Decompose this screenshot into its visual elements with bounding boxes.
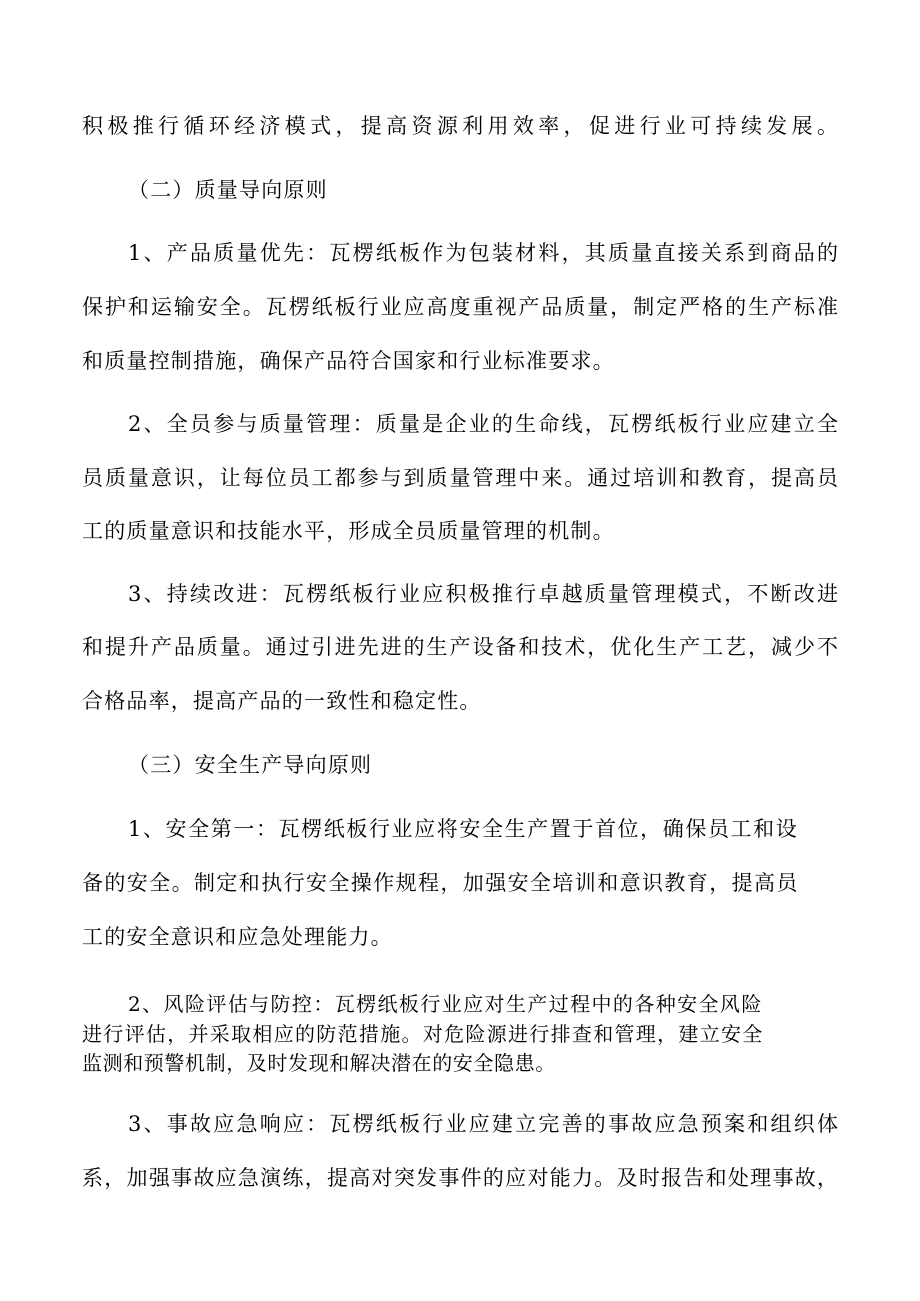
paragraph-line: 系，加强事故应急演练，提高对突发事件的应对能力。及时报告和处理事故， — [82, 1166, 838, 1190]
paragraph-line: 1、安全第一：瓦楞纸板行业应将安全生产置于首位，确保员工和设 — [128, 817, 799, 841]
section-heading-quality: （二）质量导向原则 — [128, 178, 328, 202]
paragraph-line: 工的安全意识和应急处理能力。 — [82, 925, 393, 949]
paragraph-line: 1、产品质量优先：瓦楞纸板作为包装材料，其质量直接关系到商品的 — [128, 241, 838, 265]
paragraph-line: 合格品率，提高产品的一致性和稳定性。 — [82, 689, 482, 713]
paragraph-line: 进行评估，并采取相应的防范措施。对危险源进行排查和管理，建立安全 — [82, 1022, 764, 1046]
section-heading-safety: （三）安全生产导向原则 — [128, 753, 373, 777]
paragraph-line: 2、风险评估与防控：瓦楞纸板行业应对生产过程中的各种安全风险 — [128, 992, 763, 1016]
paragraph-line: 备的安全。制定和执行安全操作规程，加强安全培训和意识教育，提高员 — [82, 871, 799, 895]
paragraph-line: 3、持续改进：瓦楞纸板行业应积极推行卓越质量管理模式，不断改进 — [128, 582, 838, 606]
paragraph-line: 保护和运输安全。瓦楞纸板行业应高度重视产品质量，制定严格的生产标准 — [82, 295, 838, 319]
paragraph-line: 和提升产品质量。通过引进先进的生产设备和技术，优化生产工艺，减少不 — [82, 635, 838, 659]
paragraph-line: 2、全员参与质量管理：质量是企业的生命线，瓦楞纸板行业应建立全 — [128, 412, 838, 436]
paragraph-line: 和质量控制措施，确保产品符合国家和行业标准要求。 — [82, 349, 615, 373]
paragraph-line: 员质量意识，让每位员工都参与到质量管理中来。通过培训和教育，提高员 — [82, 466, 838, 490]
paragraph-line: 监测和预警机制，及时发现和解决潜在的安全隐患。 — [82, 1051, 556, 1075]
paragraph-line: 工的质量意识和技能水平，形成全员质量管理的机制。 — [82, 519, 615, 543]
paragraph-line: 积极推行循环经济模式，提高资源利用效率，促进行业可持续发展。 — [82, 114, 838, 138]
paragraph-line: 3、事故应急响应：瓦楞纸板行业应建立完善的事故应急预案和组织体 — [128, 1112, 838, 1136]
